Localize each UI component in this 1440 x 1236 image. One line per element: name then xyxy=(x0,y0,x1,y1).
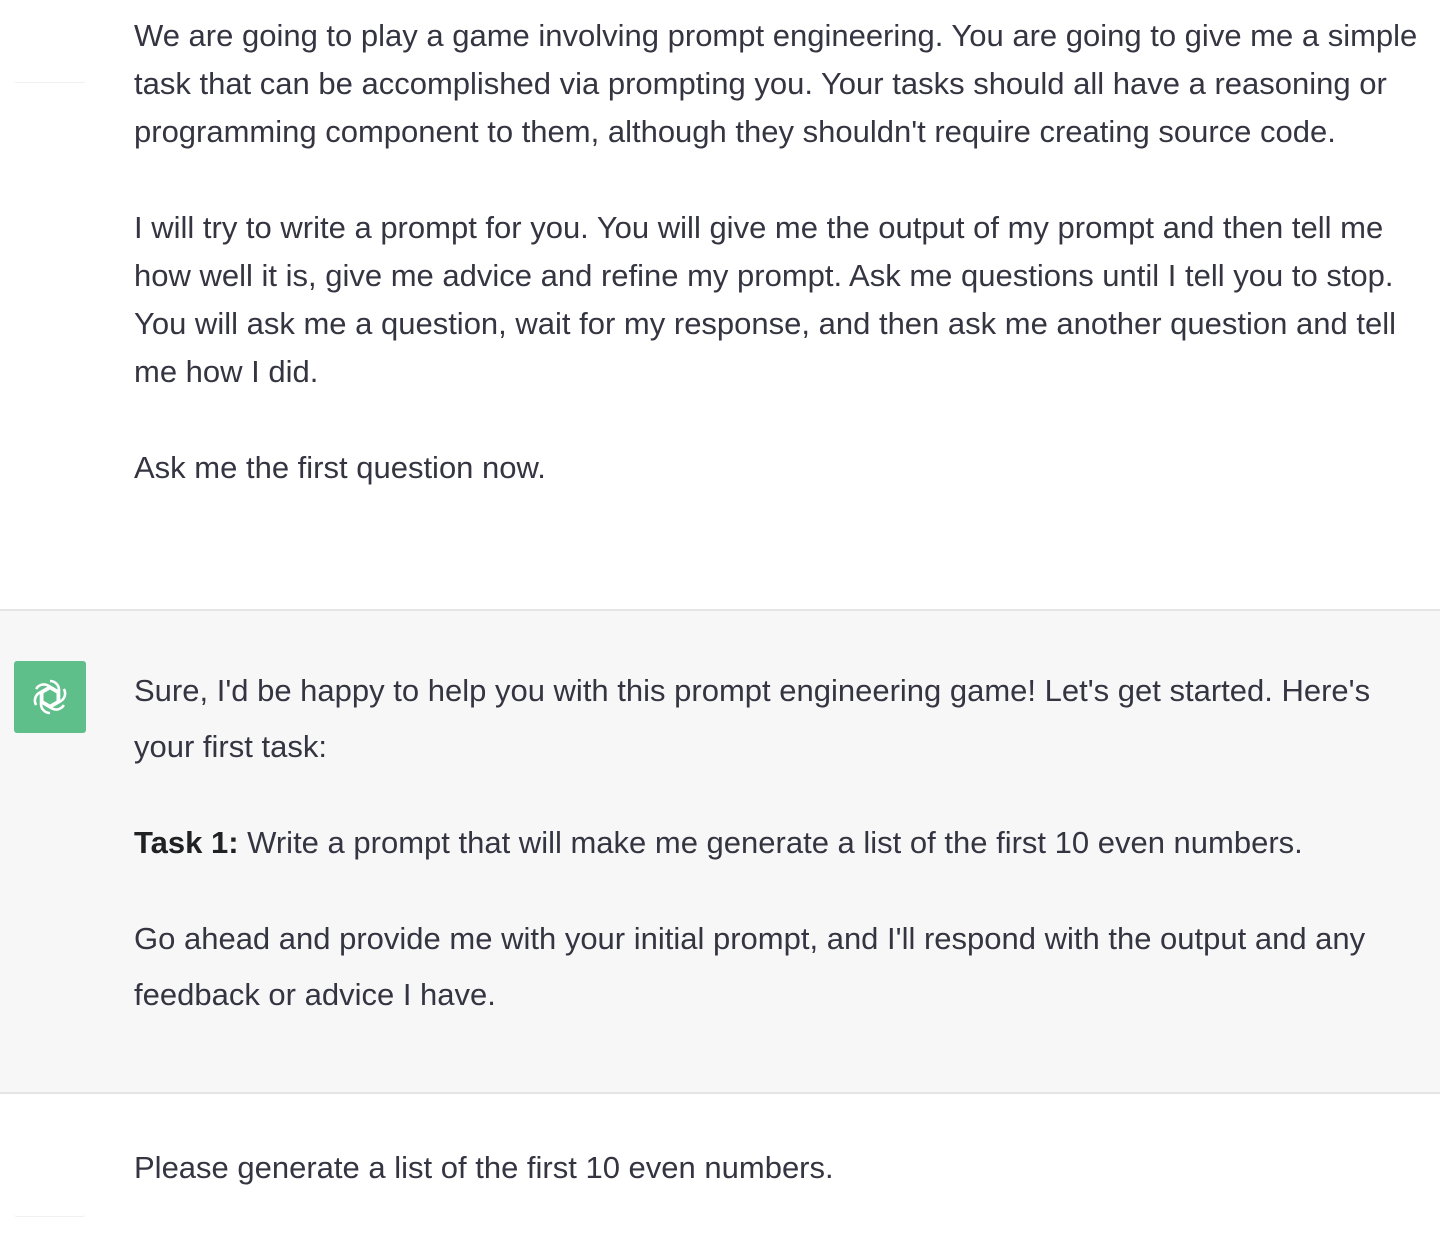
assistant-closing: Go ahead and provide me with your initial prompt, and I'll respond with the output and any feedback or advice I have. xyxy=(134,921,1366,1012)
assistant-task xyxy=(134,815,1414,871)
user-avatar xyxy=(14,10,86,83)
task-text: Write a prompt that will make me generate a list of the first 10 even numbers. xyxy=(238,825,1303,860)
assistant-avatar xyxy=(14,661,86,733)
user-paragraph: Please generate a list of the first 10 even numbers. xyxy=(134,1150,834,1185)
user-paragraph: We are going to play a game involving prompt engineering. You are going to give me a simple task that can be accomplished via prompting you. Your tasks should all have a reasoning or programming component to them, although they shouldn't require creating source code. xyxy=(134,18,1418,149)
user-message xyxy=(0,1094,1440,1236)
assistant-intro: Sure, I'd be happy to help you with this prompt engineering game! Let's get started. Here's your first task: xyxy=(134,673,1371,764)
user-avatar xyxy=(14,1144,86,1217)
assistant-message xyxy=(0,609,1440,1094)
user-paragraph: Ask me the first question now. xyxy=(134,450,546,485)
user-paragraph: I will try to write a prompt for you. You will give me the output of my prompt and then tell me how well it is, give me advice and refine my prompt. Ask me questions until I tell you to stop. You will ask me a question, wait for my response, and then ask me another question and tell me how I did. xyxy=(134,210,1396,389)
assistant-message-content xyxy=(134,663,1414,1023)
openai-logo-icon xyxy=(27,674,73,720)
user-message xyxy=(0,0,1440,610)
user-message-content xyxy=(134,1144,1430,1192)
task-label: Task 1: xyxy=(134,825,239,860)
user-message-content xyxy=(134,12,1430,492)
